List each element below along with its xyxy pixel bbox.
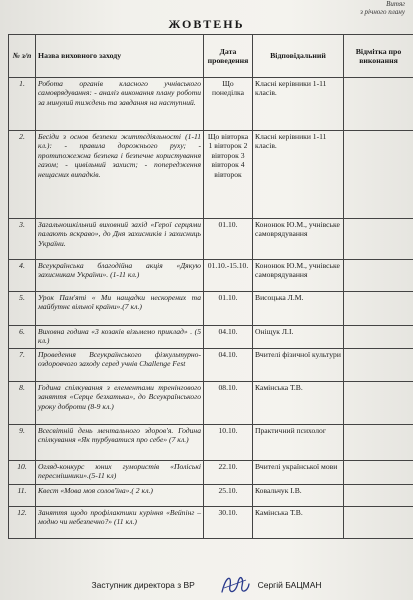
row-responsible: Висоцька Л.М. [253, 292, 344, 326]
row-mark [344, 326, 413, 349]
row-date: 30.10. [204, 507, 253, 539]
row-mark [344, 78, 413, 131]
corner-note-line-1: Витяг [386, 0, 405, 8]
row-date: 08.10. [204, 382, 253, 425]
row-number: 4. [9, 260, 36, 292]
row-event: Проведення Всеукраїнського фізкультурно-оздоровчого заходу серед учнів Challenge Fest [36, 349, 204, 382]
table-row [9, 292, 413, 326]
row-event: Огляд-конкурс юних гумористів «Поліські пересмішники».(5-11 кл) [36, 461, 204, 485]
row-event: Загальношкільний виховний захід «Герої серцями палають яскраво», до Дня захисників і захисниць України. [36, 219, 204, 260]
footer [0, 580, 413, 590]
row-mark [344, 425, 413, 461]
row-mark [344, 219, 413, 260]
row-responsible: Камінська Т.В. [253, 507, 344, 539]
row-date: 01.10. [204, 219, 253, 260]
table-row [9, 507, 413, 539]
table-row [9, 131, 413, 219]
row-mark [344, 507, 413, 539]
table-row [9, 219, 413, 260]
row-number: 5. [9, 292, 36, 326]
row-responsible: Вчителі фізичної культури [253, 349, 344, 382]
row-responsible: Кононюк Ю.М., учнівське самоврядування [253, 219, 344, 260]
row-date: Що вівторка 1 вівторок 2 вівторок 3 вівторок 4 вівторок [204, 131, 253, 219]
row-event: Квест «Мова моя солов'їна».( 2 кл.) [36, 485, 204, 507]
corner-note [360, 0, 405, 16]
table-row [9, 461, 413, 485]
row-responsible: Вчителі української мови [253, 461, 344, 485]
row-event: Заняття щодо профілактики куріння «Вейпінг – модно чи небезпечно?» (11 кл.) [36, 507, 204, 539]
table-row [9, 425, 413, 461]
table-row [9, 485, 413, 507]
row-number: 6. [9, 326, 36, 349]
table-header-row [9, 35, 413, 78]
row-mark [344, 260, 413, 292]
row-date: 04.10. [204, 349, 253, 382]
header-event: Назва виховного заходу [36, 35, 204, 78]
row-responsible: Практичний психолог [253, 425, 344, 461]
page-title: ЖОВТЕНЬ [168, 17, 245, 31]
table-row [9, 326, 413, 349]
row-responsible: Камінська Т.В. [253, 382, 344, 425]
row-responsible: Кононюк Ю.М., учнівське самоврядування [253, 260, 344, 292]
table-row [9, 78, 413, 131]
row-number: 3. [9, 219, 36, 260]
row-mark [344, 292, 413, 326]
row-event: Бесіди з основ безпеки життєдіяльності (1-11 кл.): - правила дорожнього руху; - протипожежна безпека і безпечне користування газом; - цивільний захист; - попередження нещасних випадків. [36, 131, 204, 219]
footer-position: Заступник директора з ВР [91, 580, 195, 590]
row-event: Всеукраїнська благодійна акція «Дякую захисникам України». (1-11 кл.) [36, 260, 204, 292]
header-mark: Відмітка про виконання [344, 35, 413, 78]
row-mark [344, 349, 413, 382]
row-date: 10.10. [204, 425, 253, 461]
row-responsible: Оніщук Л.І. [253, 326, 344, 349]
row-event: Всесвітній день ментального здоров'я. Година спілкування «Як турбуватися про себе» (7 кл.) [36, 425, 204, 461]
header-number: № з/п [9, 35, 36, 78]
row-number: 11. [9, 485, 36, 507]
table-row [9, 349, 413, 382]
row-mark [344, 485, 413, 507]
header-responsible: Відповідальний [253, 35, 344, 78]
table-row [9, 260, 413, 292]
events-table [8, 34, 413, 539]
row-date: 01.10. [204, 292, 253, 326]
footer-name: Сергій БАЦМАН [257, 580, 322, 590]
row-mark [344, 461, 413, 485]
row-event: Година спілкування з елементами тренінгового заняття «Серце безхатька», до Всеукраїнського уроку доброти (8-9 кл.) [36, 382, 204, 425]
row-number: 8. [9, 382, 36, 425]
row-number: 2. [9, 131, 36, 219]
row-date: 01.10.-15.10. [204, 260, 253, 292]
row-event: Виховна година «3 козаків візьмемо приклад» . (5 кл.) [36, 326, 204, 349]
row-responsible: Ковальчук І.В. [253, 485, 344, 507]
row-event: Робота органів класного учнівського самоврядування: - аналіз виконання плану роботи за минулий тиждень та завдання на наступний. [36, 78, 204, 131]
header-date: Дата проведення [204, 35, 253, 78]
row-date: Що понеділка [204, 78, 253, 131]
row-date: 22.10. [204, 461, 253, 485]
row-responsible: Класні керівники 1-11 класів. [253, 78, 344, 131]
row-mark [344, 382, 413, 425]
row-date: 04.10. [204, 326, 253, 349]
row-number: 9. [9, 425, 36, 461]
row-number: 12. [9, 507, 36, 539]
table-row [9, 382, 413, 425]
row-event: Урок Пам'яті « Ми нащадки нескорених та майбутнє вільної країни».(7 кл.) [36, 292, 204, 326]
corner-note-line-2: з річного плану [360, 8, 405, 16]
row-date: 25.10. [204, 485, 253, 507]
row-mark [344, 131, 413, 219]
row-number: 1. [9, 78, 36, 131]
row-number: 7. [9, 349, 36, 382]
row-responsible: Класні керівники 1-11 класів. [253, 131, 344, 219]
row-number: 10. [9, 461, 36, 485]
